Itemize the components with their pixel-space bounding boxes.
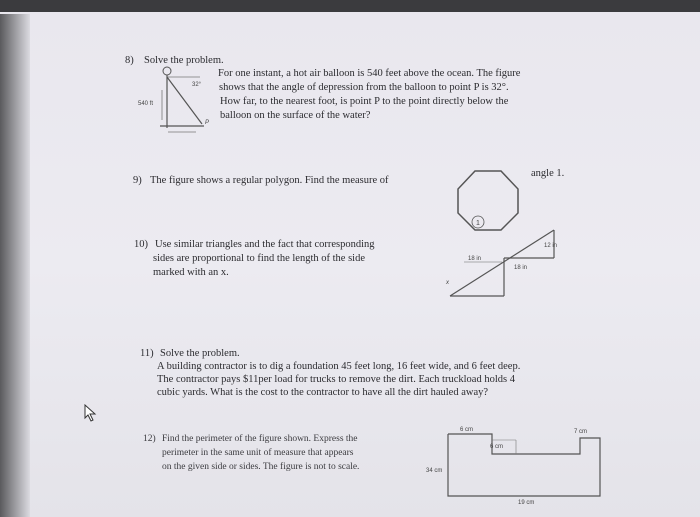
- q8-line-4: balloon on the surface of the water?: [220, 110, 371, 121]
- q12-line-2: perimeter in the same unit of measure that appears: [162, 448, 354, 458]
- q10-number: 10): [134, 239, 148, 250]
- q9-text: The figure shows a regular polygon. Find the measure of: [150, 175, 389, 186]
- balloon-icon: [163, 67, 171, 75]
- label-12in: 12 in: [544, 243, 558, 249]
- q10-line-1: Use similar triangles and the fact that corresponding: [155, 239, 375, 250]
- q12-line-1: Find the perimeter of the figure shown. Express the: [162, 434, 358, 444]
- q11-heading: Solve the problem.: [160, 348, 240, 359]
- label-7cm: 7 cm: [574, 429, 588, 435]
- q11-line-2: The contractor pays $11per load for trucks to remove the dirt. Each truckload holds 4: [157, 374, 515, 385]
- q12-line-3: on the given side or sides. The figure is not to scale.: [162, 462, 360, 472]
- label-6cm-a: 6 cm: [460, 427, 474, 433]
- q8-line-2: shows that the angle of depression from the balloon to point P is 32°.: [219, 82, 509, 93]
- perimeter-figure: [422, 420, 612, 508]
- q12-number: 12): [143, 434, 156, 444]
- q8-number: 8): [125, 55, 134, 66]
- similar-triangles-figure: [440, 222, 570, 302]
- page-left-shadow: [0, 14, 30, 517]
- angle-label: 32°: [192, 82, 202, 88]
- q9-tail: angle 1.: [531, 168, 565, 179]
- q10-line-3: marked with an x.: [153, 267, 229, 278]
- balloon-figure: [138, 60, 218, 140]
- label-34cm: 34 cm: [426, 468, 443, 474]
- q8-line-3: How far, to the nearest foot, is point P to the point directly below the: [220, 96, 509, 107]
- label-x: x: [446, 280, 449, 286]
- label-18in-a: 18 in: [468, 256, 482, 262]
- q10-line-2: sides are proportional to find the length of the side: [153, 253, 365, 264]
- q8-heading: Solve the problem.: [144, 55, 224, 66]
- height-label: 540 ft: [138, 101, 154, 107]
- hypotenuse: [450, 230, 554, 296]
- q9-number: 9): [133, 175, 142, 186]
- mouse-pointer-icon: [84, 404, 98, 422]
- q11-line-1: A building contractor is to dig a foundation 45 feet long, 16 feet wide, and 6 feet deep.: [157, 361, 521, 372]
- q11-number: 11): [140, 348, 154, 359]
- label-6cm-b: 6 cm: [490, 444, 504, 450]
- label-19cm: 19 cm: [518, 500, 535, 506]
- figure-outline: [448, 434, 600, 496]
- label-18in-b: 18 in: [514, 265, 528, 271]
- q8-line-1: For one instant, a hot air balloon is 540 feet above the ocean. The figure: [218, 68, 521, 79]
- q11-line-3: cubic yards. What is the cost to the contractor to have all the dirt hauled away?: [157, 387, 489, 398]
- angle-1-label: 1: [476, 220, 480, 227]
- point-p-label: P: [205, 120, 210, 126]
